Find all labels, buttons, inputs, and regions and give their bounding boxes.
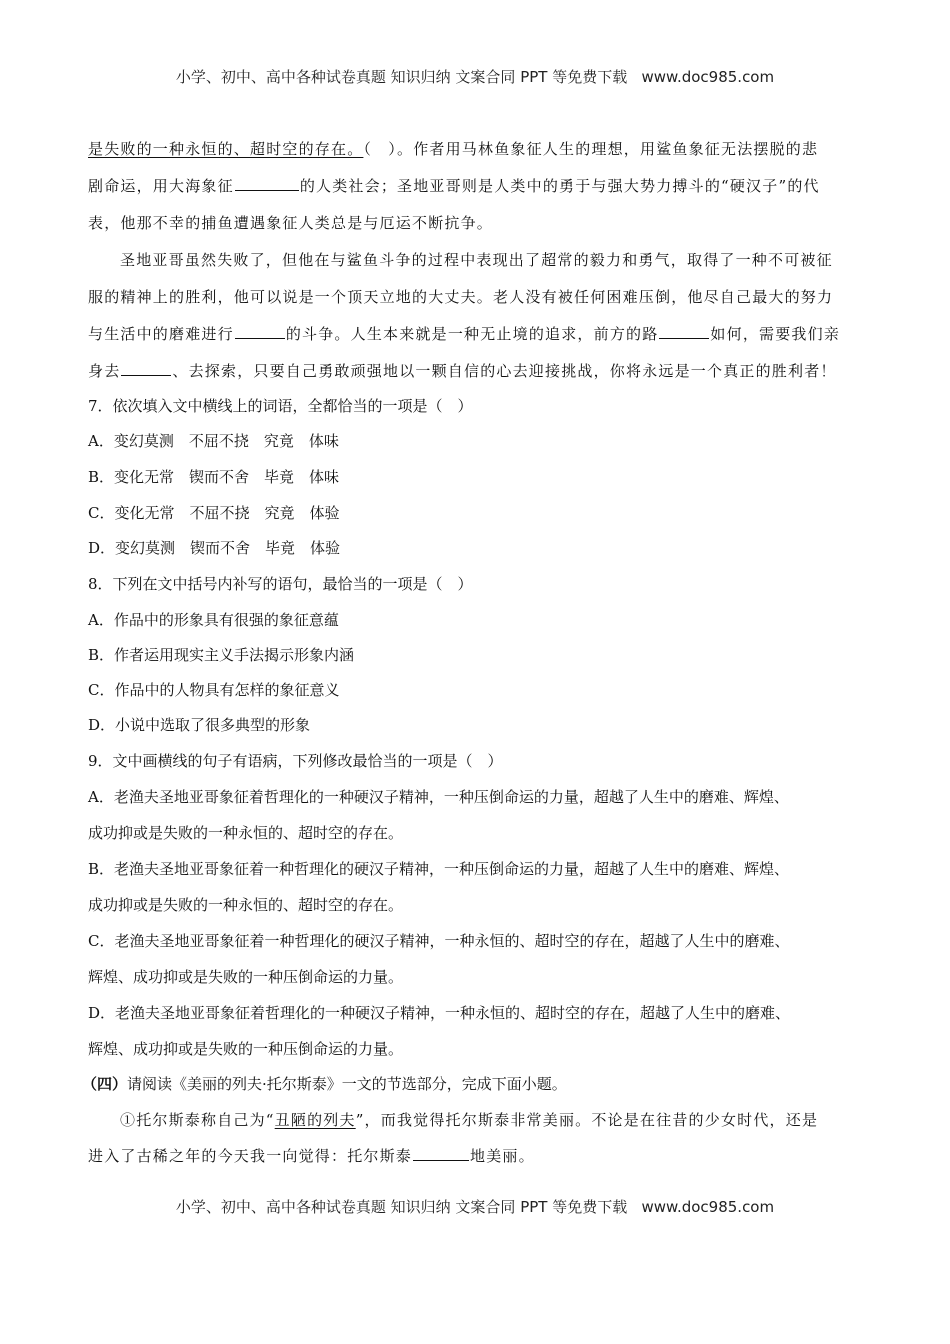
section-4-heading: （四）请阅读《美丽的列夫·托尔斯泰》一文的节选部分，完成下面小题。 bbox=[82, 1075, 567, 1093]
q7-option-a: A．变幻莫测 不屈不挠 究竟 体味 bbox=[88, 432, 339, 450]
q9-option-a-line-2: 成功抑或是失败的一种永恒的、超时空的存在。 bbox=[88, 824, 404, 842]
blank-4 bbox=[121, 361, 171, 376]
q8-option-d: D．小说中选取了很多典型的形象 bbox=[88, 716, 311, 734]
q8-option-c: C．作品中的人物具有怎样的象征意义 bbox=[88, 681, 340, 699]
underlined-phrase: 丑陋的列夫 bbox=[274, 1111, 356, 1129]
passage-line-5: 服的精神上的胜利，他可以说是一个顶天立地的大丈夫。老人没有被任何困难压倒，他尽自己最大的努力 bbox=[88, 288, 834, 306]
passage-line-1: 是失败的一种永恒的、超时空的存在。（ ）。作者用马林鱼象征人生的理想，用鲨鱼象征无法摆脱的悲 bbox=[88, 140, 819, 158]
footer-watermark: 小学、初中、高中各种试卷真题 知识归纳 文案合同 PPT 等免费下载 www.doc985.com bbox=[175, 1198, 775, 1216]
q7-stem: 7．依次填入文中横线上的词语，全都恰当的一项是（ ） bbox=[88, 397, 473, 415]
underlined-sentence: 是失败的一种永恒的、超时空的存在。 bbox=[88, 140, 364, 158]
q7-option-d: D．变幻莫测 锲而不舍 毕竟 体验 bbox=[88, 539, 341, 557]
q9-option-c-line-2: 辉煌、成功抑或是失败的一种压倒命运的力量。 bbox=[88, 968, 404, 986]
q9-option-d-line-2: 辉煌、成功抑或是失败的一种压倒命运的力量。 bbox=[88, 1040, 404, 1058]
q9-option-b-line-1: B．老渔夫圣地亚哥象征着一种哲理化的硬汉子精神，一种压倒命运的力量，超越了人生中的磨难、辉煌、 bbox=[88, 860, 790, 878]
q7-option-b: B．变化无常 锲而不舍 毕竟 体味 bbox=[88, 468, 340, 486]
passage-line-6: 与生活中的磨难进行 的斗争。人生本来就是一种无止境的追求，前方的路 如何，需要我们亲 bbox=[88, 325, 841, 343]
q8-option-b: B．作者运用现实主义手法揭示形象内涵 bbox=[88, 646, 355, 664]
blank-5 bbox=[413, 1146, 469, 1161]
q9-option-d-line-1: D．老渔夫圣地亚哥象征着哲理化的一种硬汉子精神，一种永恒的、超时空的存在，超越了人生中的磨难、 bbox=[88, 1004, 791, 1022]
section-4-paragraph-line-1: ①托尔斯泰称自己为“丑陋的列夫”，而我觉得托尔斯泰非常美丽。不论是在往昔的少女时代，还是 bbox=[120, 1111, 819, 1129]
section-4-label: （四） bbox=[82, 1075, 128, 1093]
q8-stem: 8．下列在文中括号内补写的语句，最恰当的一项是（ ） bbox=[88, 575, 473, 593]
q9-option-a-line-1: A．老渔夫圣地亚哥象征着哲理化的一种硬汉子精神，一种压倒命运的力量，超越了人生中的磨难、辉煌、 bbox=[88, 788, 789, 806]
blank-3 bbox=[659, 324, 709, 339]
section-4-paragraph-line-2: 进入了古稀之年的今天我一向觉得：托尔斯泰 地美丽。 bbox=[88, 1147, 535, 1165]
q9-stem: 9．文中画横线的句子有语病，下列修改最恰当的一项是（ ） bbox=[88, 752, 503, 770]
q7-option-c: C．变化无常 不屈不挠 究竟 体验 bbox=[88, 504, 340, 522]
q9-option-b-line-2: 成功抑或是失败的一种永恒的、超时空的存在。 bbox=[88, 896, 404, 914]
q9-option-c-line-1: C．老渔夫圣地亚哥象征着一种哲理化的硬汉子精神，一种永恒的、超时空的存在，超越了人生中的磨难、 bbox=[88, 932, 790, 950]
blank-1 bbox=[235, 176, 299, 191]
passage-line-7: 身去 、去探索，只要自己勇敢顽强地以一颗自信的心去迎接挑战，你将永远是一个真正的胜利者！ bbox=[88, 362, 837, 380]
passage-line-3: 表，他那不幸的捕鱼遭遇象征人类总是与厄运不断抗争。 bbox=[88, 214, 494, 232]
q8-option-a: A．作品中的形象具有很强的象征意蕴 bbox=[88, 611, 339, 629]
blank-2 bbox=[235, 324, 285, 339]
header-watermark: 小学、初中、高中各种试卷真题 知识归纳 文案合同 PPT 等免费下载 www.doc985.com bbox=[175, 68, 775, 86]
passage-line-4: 圣地亚哥虽然失败了，但他在与鲨鱼斗争的过程中表现出了超常的毅力和勇气，取得了一种不可被征 bbox=[120, 251, 833, 269]
passage-line-2: 剧命运，用大海象征 的人类社会；圣地亚哥则是人类中的勇于与强大势力搏斗的“硬汉子”的代 bbox=[88, 177, 820, 195]
